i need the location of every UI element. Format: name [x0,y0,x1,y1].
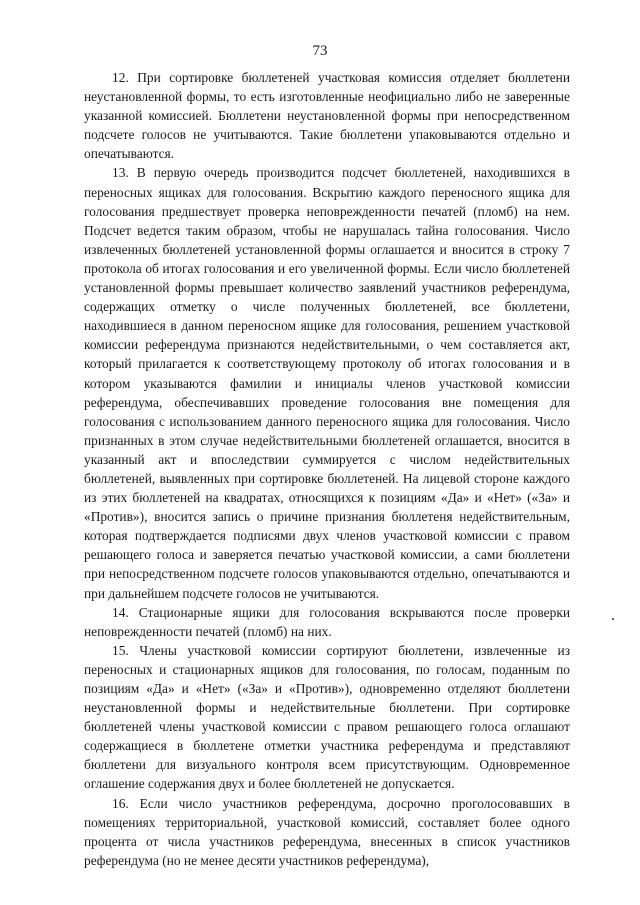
scan-speck [612,618,614,620]
paragraph-16: 16. Если число участников референдума, досрочно проголосовавших в помещениях территориальной, участковой комиссий, составляет более одного процента от числа участников референдума, внесенных в список участников референдума (но не менее десяти участников референдума), [84,795,570,868]
paragraph-12: 12. При сортировке бюллетеней участковая комиссия отделяет бюллетени неустановленной формы, то есть изготовленные неофициально либо не заверенные указанной комиссией. Бюллетени неустановленной формы при непосредственном подсчете голосов не учитываются. Такие бюллетени упаковываются отдельно и опечатываются. [84,70,570,162]
page-number: 73 [312,43,328,59]
paragraph-14: 14. Стационарные ящики для голосования вскрываются после проверки неповрежденности печатей (пломб) на них. [84,604,570,639]
document-body [84,68,570,870]
paragraph-15: 15. Члены участковой комиссии сортируют бюллетени, извлеченные из переносных и стационарных ящиков для голосования, по голосам, поданным по позициям «Да» и «Нет» («За» и «Против»), одновременно отделяют бюллетени неустановленной формы и недействительные бюллетени. При сортировке бюллетеней члены участковой комиссии с правом решающего голоса оглашают содержащиеся в бюллетене отметки участника референдума и представляют бюллетени для визуального контроля всем присутствующим. Одновременное оглашение содержания двух и более бюллетеней не допускается. [84,642,570,792]
paragraph-13: 13. В первую очередь производится подсчет бюллетеней, находившихся в переносных ящиках для голосования. Вскрытию каждого переносного ящика для голосования предшествует проверка неповрежденности печатей (пломб) на нем. Подсчет ведется таким образом, чтобы не нарушалась тайна голосования. Число извлеченных бюллетеней установленной формы оглашается и вносится в строку 7 протокола об итогах голосования и его увеличенной формы. Если число бюллетеней установленной формы превышает количество заявлений участников референдума, содержащих отметку о числе полученных бюллетеней, все бюллетени, находившиеся в данном переносном ящике для голосования, решением участковой комиссии референдума признаются недействительными, о чем составляется акт, который прилагается к соответствующему протоколу об итогах голосования и в котором указываются фамилии и инициалы членов участковой комиссии референдума, обеспечивавших проведение голосования вне помещения для голосования с использованием данного переносного ящика для голосования. Число признанных в этом случае недействительными бюллетеней оглашается, вносится в указанный акт и впоследствии суммируется с числом недействительных бюллетеней, выявленных при сортировке бюллетеней. На лицевой стороне каждого из этих бюллетеней на квадратах, относящихся к позициям «Да» и «Нет» («За» и «Против»), вносится запись о причине признания бюллетеня недействительным, которая подтверждается подписями двух членов участковой комиссии с правом решающего голоса и заверяется печатью участковой комиссии, а сами бюллетени при непосредственном подсчете голосов упаковываются отдельно, опечатываются и при дальнейшем подсчете голосов не учитываются. [84,165,570,601]
